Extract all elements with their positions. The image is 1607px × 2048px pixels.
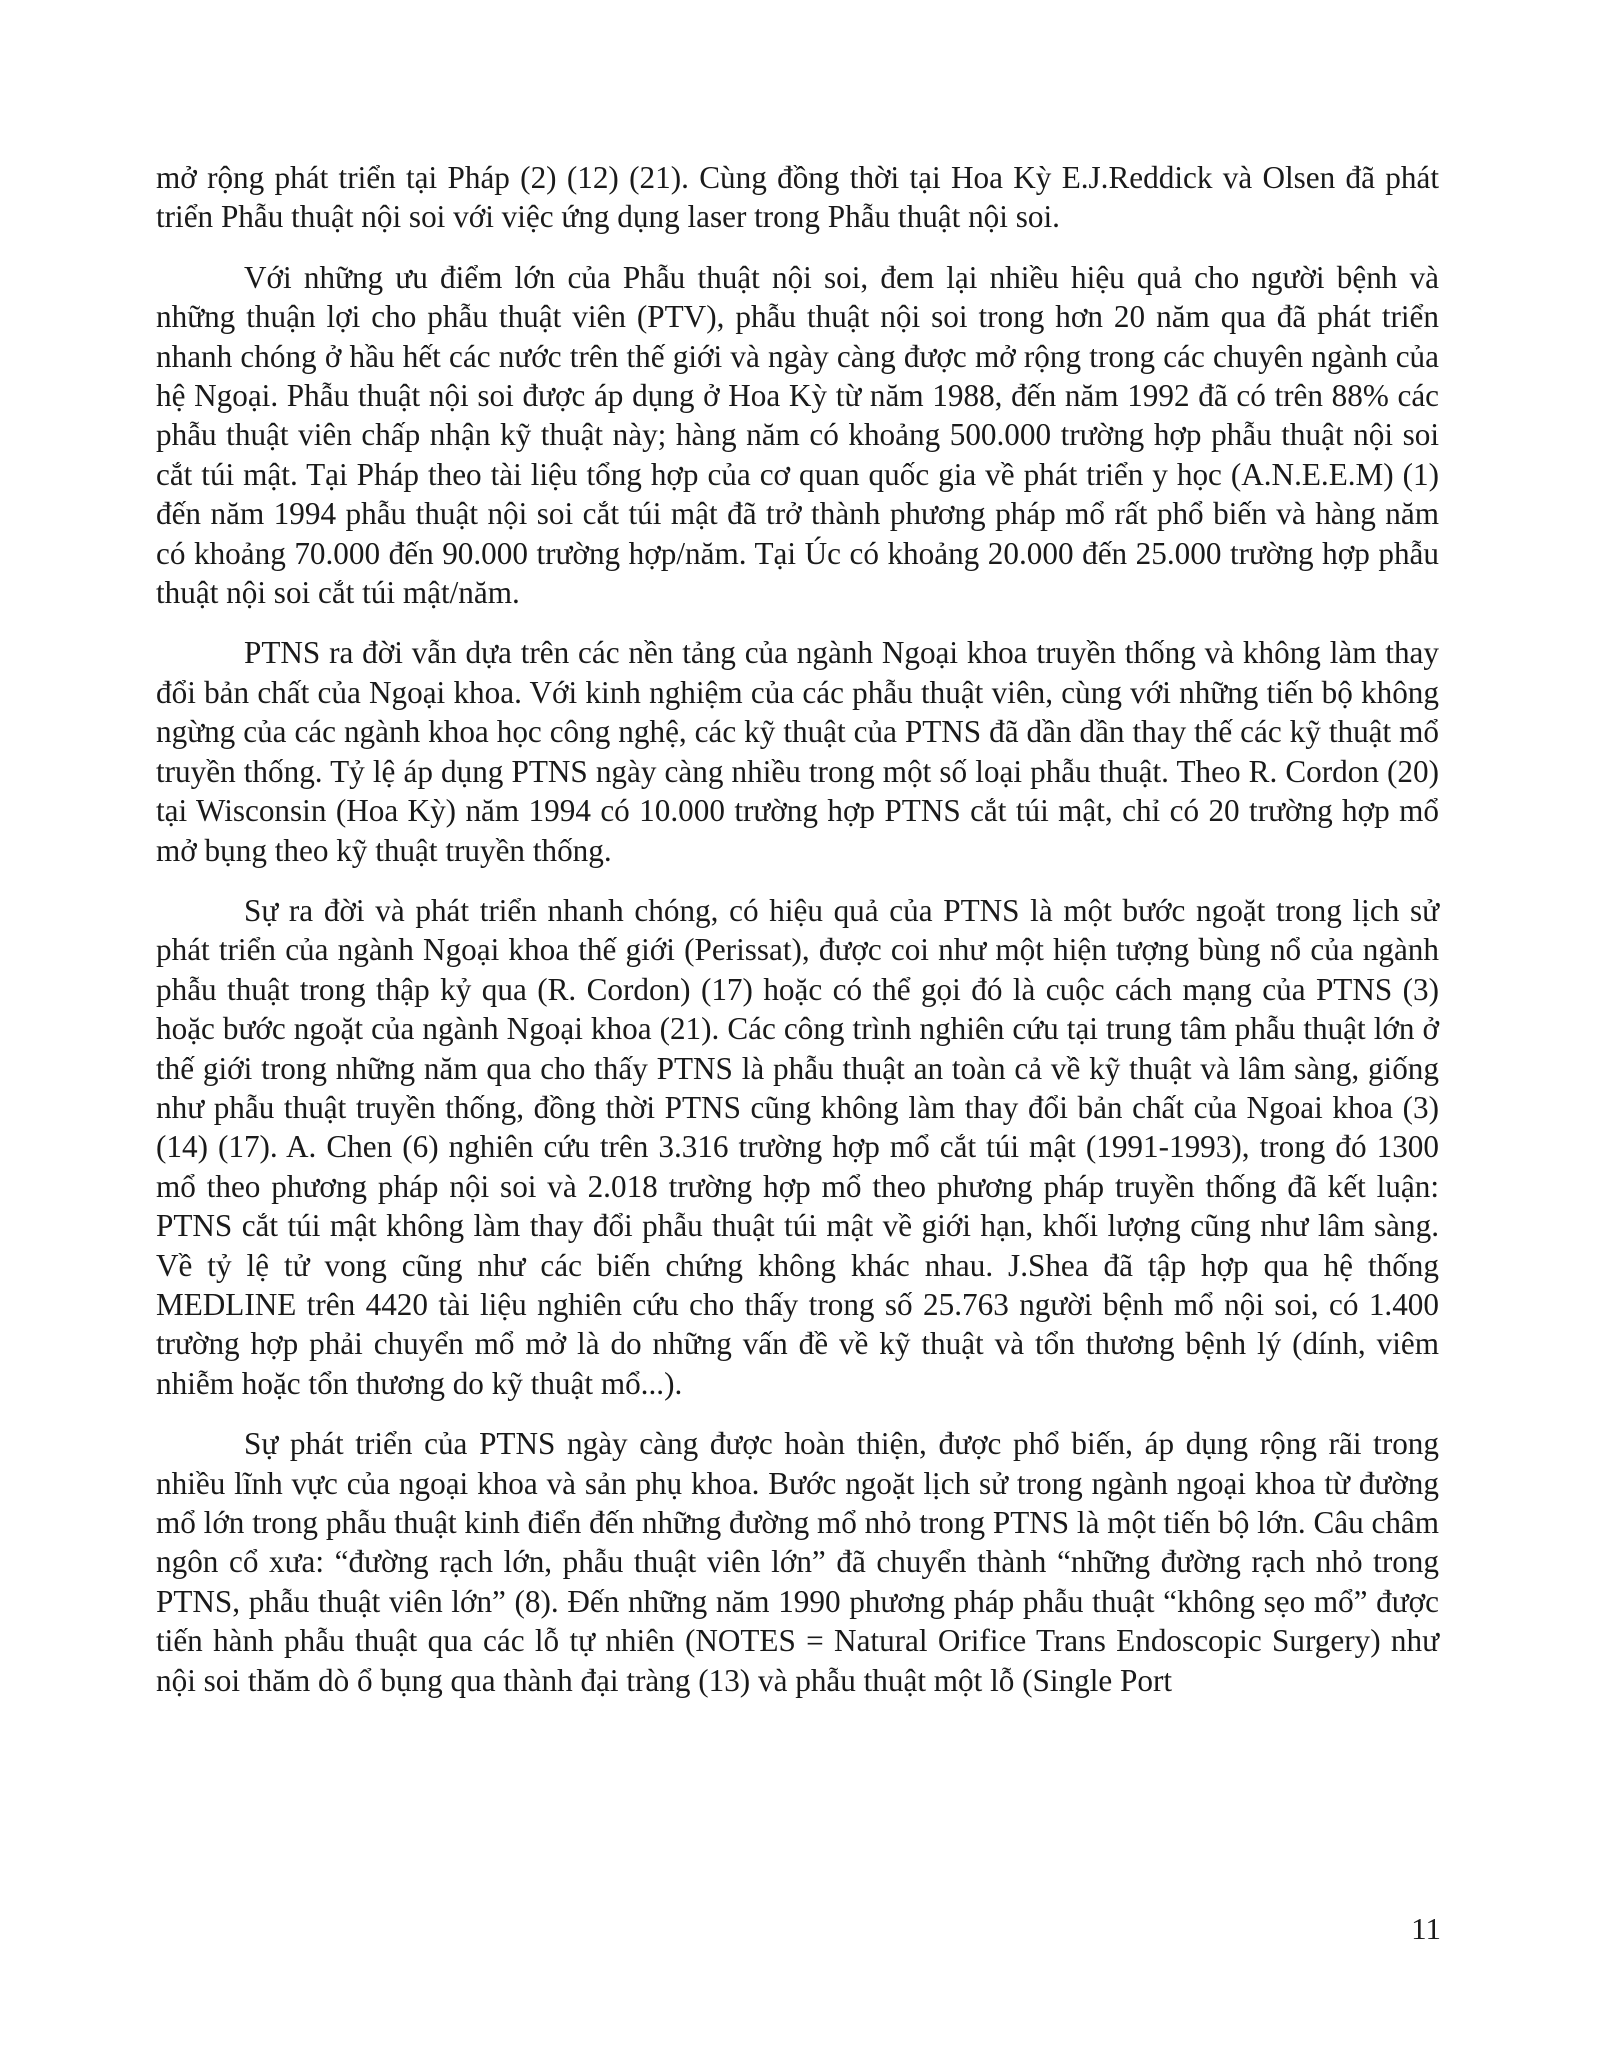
paragraph-5: Sự phát triển của PTNS ngày càng được hoàn thiện, được phổ biến, áp dụng rộng rãi trong nhiều lĩnh vực của ngoại khoa và sản phụ khoa. Bước ngoặt lịch sử trong ngành ngoại khoa từ đường mổ lớn trong phẫu thuật kinh điển đến những đường mổ nhỏ trong PTNS là một tiến bộ lớn. Câu châm ngôn cổ xưa: “đường rạch lớn, phẫu thuật viên lớn” đã chuyển thành “những đường rạch nhỏ trong PTNS, phẫu thuật viên lớn” (8). Đến những năm 1990 phương pháp phẫu thuật “không sẹo mổ” được tiến hành phẫu thuật qua các lỗ tự nhiên (NOTES = Natural Orifice Trans Endoscopic Surgery) như nội soi thăm dò ổ bụng qua thành đại tràng (13) và phẫu thuật một lỗ (Single Port (156, 1426, 1440, 1698)
paragraph-3: PTNS ra đời vẫn dựa trên các nền tảng của ngành Ngoại khoa truyền thống và không làm thay đổi bản chất của Ngoại khoa. Với kinh nghiệm của các phẫu thuật viên, cùng với những tiến bộ không ngừng của các ngành khoa học công nghệ, các kỹ thuật của PTNS đã dần dần thay thế các kỹ thuật mổ truyền thống. Tỷ lệ áp dụng PTNS ngày càng nhiều trong một số loại phẫu thuật. Theo R. Cordon (20) tại Wisconsin (Hoa Kỳ) năm 1994 có 10.000 trường hợp PTNS cắt túi mật, chỉ có 20 trường hợp mổ mở bụng theo kỹ thuật truyền thống. (156, 635, 1439, 868)
document-page (156, 158, 1439, 1700)
paragraph-1: mở rộng phát triển tại Pháp (2) (12) (21). Cùng đồng thời tại Hoa Kỳ E.J.Reddick và Olsen đã phát triển Phẫu thuật nội soi với việc ứng dụng laser trong Phẫu thuật nội soi. (156, 160, 1439, 235)
page-number: 11 (1411, 1911, 1441, 1946)
paragraph-2: Với những ưu điểm lớn của Phẫu thuật nội soi, đem lại nhiều hiệu quả cho người bệnh và những thuận lợi cho phẫu thuật viên (PTV), phẫu thuật nội soi trong hơn 20 năm qua đã phát triển nhanh chóng ở hầu hết các nước trên thế giới và ngày càng được mở rộng trong các chuyên ngành của hệ Ngoại. Phẫu thuật nội soi được áp dụng ở Hoa Kỳ từ năm 1988, đến năm 1992 đã có trên 88% các phẫu thuật viên chấp nhận kỹ thuật này; hàng năm có khoảng 500.000 trường hợp phẫu thuật nội soi cắt túi mật. Tại Pháp theo tài liệu tổng hợp của cơ quan quốc gia về phát triển y học (A.N.E.E.M) (1) đến năm 1994 phẫu thuật nội soi cắt túi mật đã trở thành phương pháp mổ rất phổ biến và hàng năm có khoảng 70.000 đến 90.000 trường hợp/năm. Tại Úc có khoảng 20.000 đến 25.000 trường hợp phẫu thuật nội soi cắt túi mật/năm. (156, 259, 1439, 611)
paragraph-4: Sự ra đời và phát triển nhanh chóng, có hiệu quả của PTNS là một bước ngoặt trong lịch sử phát triển của ngành Ngoại khoa thế giới (Perissat), được coi như một hiện tượng bùng nổ của ngành phẫu thuật trong thập kỷ qua (R. Cordon) (17) hoặc có thể gọi đó là cuộc cách mạng của PTNS (3) hoặc bước ngoặt của ngành Ngoại khoa (21). Các công trình nghiên cứu tại trung tâm phẫu thuật lớn ở thế giới trong những năm qua cho thấy PTNS là phẫu thuật an toàn cả về kỹ thuật và lâm sàng, giống như phẫu thuật truyền thống, đồng thời PTNS cũng không làm thay đổi bản chất của Ngoai khoa (3) (14) (17). A. Chen (6) nghiên cứu trên 3.316 trường hợp mổ cắt túi mật (1991-1993), trong đó 1300 mổ theo phương pháp nội soi và 2.018 trường hợp mổ theo phương pháp truyền thống đã kết luận: PTNS cắt túi mật không làm thay đổi phẫu thuật túi mật về giới hạn, khối lượng cũng như lâm sàng. Về tỷ lệ tử vong cũng như các biến chứng không khác nhau. J.Shea đã tập hợp qua hệ thống MEDLINE trên 4420 tài liệu nghiên cứu cho thấy trong số 25.763 người bệnh mổ nội soi, có 1.400 trường hợp phải chuyển mổ mở là do những vấn đề về kỹ thuật và tổn thương bệnh lý (dính, viêm nhiễm hoặc tổn thương do kỹ thuật mổ...). (156, 892, 1439, 1401)
